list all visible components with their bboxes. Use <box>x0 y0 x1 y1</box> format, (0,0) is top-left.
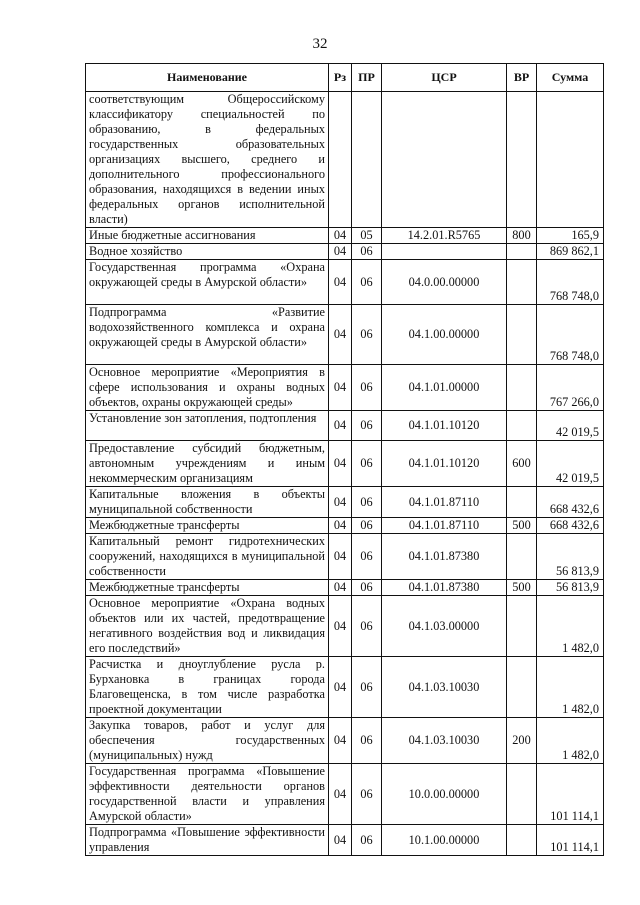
cell-name: Государственная программа «Повышение эффективности деятельности органов государственной власти и управления Амурской области» <box>86 764 329 825</box>
cell-csr <box>382 92 507 228</box>
cell-name: Капитальный ремонт гидротехнических сооружений, находящихся в муниципальной собственности <box>86 534 329 580</box>
table-row <box>86 411 604 441</box>
cell-name: Водное хозяйство <box>86 244 329 260</box>
cell-csr: 04.1.01.00000 <box>382 365 507 411</box>
table-row <box>86 228 604 244</box>
cell-sum <box>537 92 604 228</box>
header-pr: ПР <box>352 64 382 92</box>
table-row <box>86 441 604 487</box>
cell-name: Государственная программа «Охрана окружающей среды в Амурской области» <box>86 260 329 305</box>
cell-pr: 06 <box>352 305 382 365</box>
cell-name: Капитальные вложения в объекты муниципальной собственности <box>86 487 329 518</box>
cell-vr: 500 <box>507 580 537 596</box>
cell-name: Расчистка и дноуглубление русла р. Бурхановка в границах города Благовещенска, в том числе разработка проектной документации <box>86 657 329 718</box>
cell-csr: 04.1.01.87110 <box>382 487 507 518</box>
cell-csr: 04.1.03.10030 <box>382 657 507 718</box>
cell-sum: 56 813,9 <box>537 534 604 580</box>
cell-rz <box>329 92 352 228</box>
cell-rz: 04 <box>329 580 352 596</box>
cell-pr: 06 <box>352 534 382 580</box>
cell-rz: 04 <box>329 411 352 441</box>
cell-name: Межбюджетные трансферты <box>86 518 329 534</box>
cell-vr <box>507 764 537 825</box>
table-row <box>86 92 604 228</box>
table-row <box>86 764 604 825</box>
cell-rz: 04 <box>329 487 352 518</box>
table-row <box>86 657 604 718</box>
cell-name: Межбюджетные трансферты <box>86 580 329 596</box>
cell-sum: 767 266,0 <box>537 365 604 411</box>
cell-sum: 768 748,0 <box>537 260 604 305</box>
cell-name: Закупка товаров, работ и услуг для обеспечения государственных (муниципальных) нужд <box>86 718 329 764</box>
cell-sum: 668 432,6 <box>537 487 604 518</box>
cell-rz: 04 <box>329 244 352 260</box>
cell-rz: 04 <box>329 718 352 764</box>
cell-rz: 04 <box>329 441 352 487</box>
cell-pr: 06 <box>352 441 382 487</box>
cell-name: Установление зон затопления, подтопления <box>86 411 329 441</box>
cell-csr: 04.1.00.00000 <box>382 305 507 365</box>
table-row <box>86 365 604 411</box>
cell-pr: 06 <box>352 365 382 411</box>
cell-rz: 04 <box>329 518 352 534</box>
cell-rz: 04 <box>329 825 352 856</box>
cell-csr <box>382 244 507 260</box>
table-row <box>86 487 604 518</box>
cell-rz: 04 <box>329 260 352 305</box>
cell-sum: 668 432,6 <box>537 518 604 534</box>
cell-vr <box>507 411 537 441</box>
cell-sum: 869 862,1 <box>537 244 604 260</box>
cell-name: Иные бюджетные ассигнования <box>86 228 329 244</box>
cell-csr: 04.1.03.10030 <box>382 718 507 764</box>
cell-pr: 05 <box>352 228 382 244</box>
cell-csr: 14.2.01.R5765 <box>382 228 507 244</box>
cell-vr <box>507 365 537 411</box>
cell-name: Предоставление субсидий бюджетным, автономным учреждениям и иным некоммерческим организациям <box>86 441 329 487</box>
cell-name: Подпрограмма «Развитие водохозяйственного комплекса и охрана окружающей среды в Амурской области» <box>86 305 329 365</box>
cell-csr: 10.0.00.00000 <box>382 764 507 825</box>
table-row <box>86 825 604 856</box>
cell-vr: 500 <box>507 518 537 534</box>
table-row <box>86 718 604 764</box>
budget-table <box>85 63 604 856</box>
cell-pr: 06 <box>352 718 382 764</box>
cell-pr <box>352 92 382 228</box>
cell-rz: 04 <box>329 596 352 657</box>
cell-rz: 04 <box>329 657 352 718</box>
header-rz: Рз <box>329 64 352 92</box>
cell-rz: 04 <box>329 228 352 244</box>
cell-vr <box>507 244 537 260</box>
cell-pr: 06 <box>352 518 382 534</box>
cell-sum: 56 813,9 <box>537 580 604 596</box>
cell-vr: 800 <box>507 228 537 244</box>
cell-name: Основное мероприятие «Мероприятия в сфере использования и охраны водных объектов, охраны окружающей среды» <box>86 365 329 411</box>
cell-pr: 06 <box>352 825 382 856</box>
cell-rz: 04 <box>329 305 352 365</box>
cell-vr <box>507 825 537 856</box>
cell-sum: 1 482,0 <box>537 718 604 764</box>
cell-sum: 101 114,1 <box>537 764 604 825</box>
cell-sum: 768 748,0 <box>537 305 604 365</box>
cell-csr: 04.0.00.00000 <box>382 260 507 305</box>
table-row <box>86 518 604 534</box>
cell-rz: 04 <box>329 365 352 411</box>
header-vr: ВР <box>507 64 537 92</box>
cell-vr: 600 <box>507 441 537 487</box>
cell-csr: 10.1.00.00000 <box>382 825 507 856</box>
header-name: Наименование <box>86 64 329 92</box>
cell-csr: 04.1.01.87380 <box>382 534 507 580</box>
cell-vr <box>507 305 537 365</box>
cell-vr <box>507 534 537 580</box>
cell-pr: 06 <box>352 764 382 825</box>
cell-sum: 1 482,0 <box>537 596 604 657</box>
cell-vr <box>507 260 537 305</box>
cell-csr: 04.1.01.87380 <box>382 580 507 596</box>
cell-pr: 06 <box>352 487 382 518</box>
cell-vr: 200 <box>507 718 537 764</box>
cell-sum: 165,9 <box>537 228 604 244</box>
cell-pr: 06 <box>352 580 382 596</box>
cell-pr: 06 <box>352 596 382 657</box>
table-row <box>86 534 604 580</box>
table-row <box>86 305 604 365</box>
cell-sum: 101 114,1 <box>537 825 604 856</box>
header-csr: ЦСР <box>382 64 507 92</box>
cell-csr: 04.1.01.10120 <box>382 411 507 441</box>
header-sum: Сумма <box>537 64 604 92</box>
cell-vr <box>507 92 537 228</box>
cell-vr <box>507 596 537 657</box>
cell-vr <box>507 487 537 518</box>
cell-pr: 06 <box>352 244 382 260</box>
table-row <box>86 244 604 260</box>
cell-csr: 04.1.03.00000 <box>382 596 507 657</box>
cell-rz: 04 <box>329 764 352 825</box>
cell-name: соответствующим Общероссийскому классификатору специальностей по образованию, в федеральных государственных образовательных организациях высшего, среднего и дополнительного профессионального образования, находящихся в ведении иных федеральных органов исполнительной власти) <box>86 92 329 228</box>
cell-sum: 42 019,5 <box>537 411 604 441</box>
cell-rz: 04 <box>329 534 352 580</box>
cell-pr: 06 <box>352 411 382 441</box>
table-row <box>86 580 604 596</box>
table-row <box>86 596 604 657</box>
cell-vr <box>507 657 537 718</box>
table-row <box>86 260 604 305</box>
cell-name: Подпрограмма «Повышение эффективности управления <box>86 825 329 856</box>
page-number: 32 <box>312 36 328 52</box>
cell-csr: 04.1.01.10120 <box>382 441 507 487</box>
table-header-row <box>86 64 604 92</box>
cell-sum: 1 482,0 <box>537 657 604 718</box>
cell-csr: 04.1.01.87110 <box>382 518 507 534</box>
cell-sum: 42 019,5 <box>537 441 604 487</box>
cell-pr: 06 <box>352 260 382 305</box>
cell-name: Основное мероприятие «Охрана водных объектов или их частей, предотвращение негативного воздействия вод и ликвидация его последствий» <box>86 596 329 657</box>
cell-pr: 06 <box>352 657 382 718</box>
